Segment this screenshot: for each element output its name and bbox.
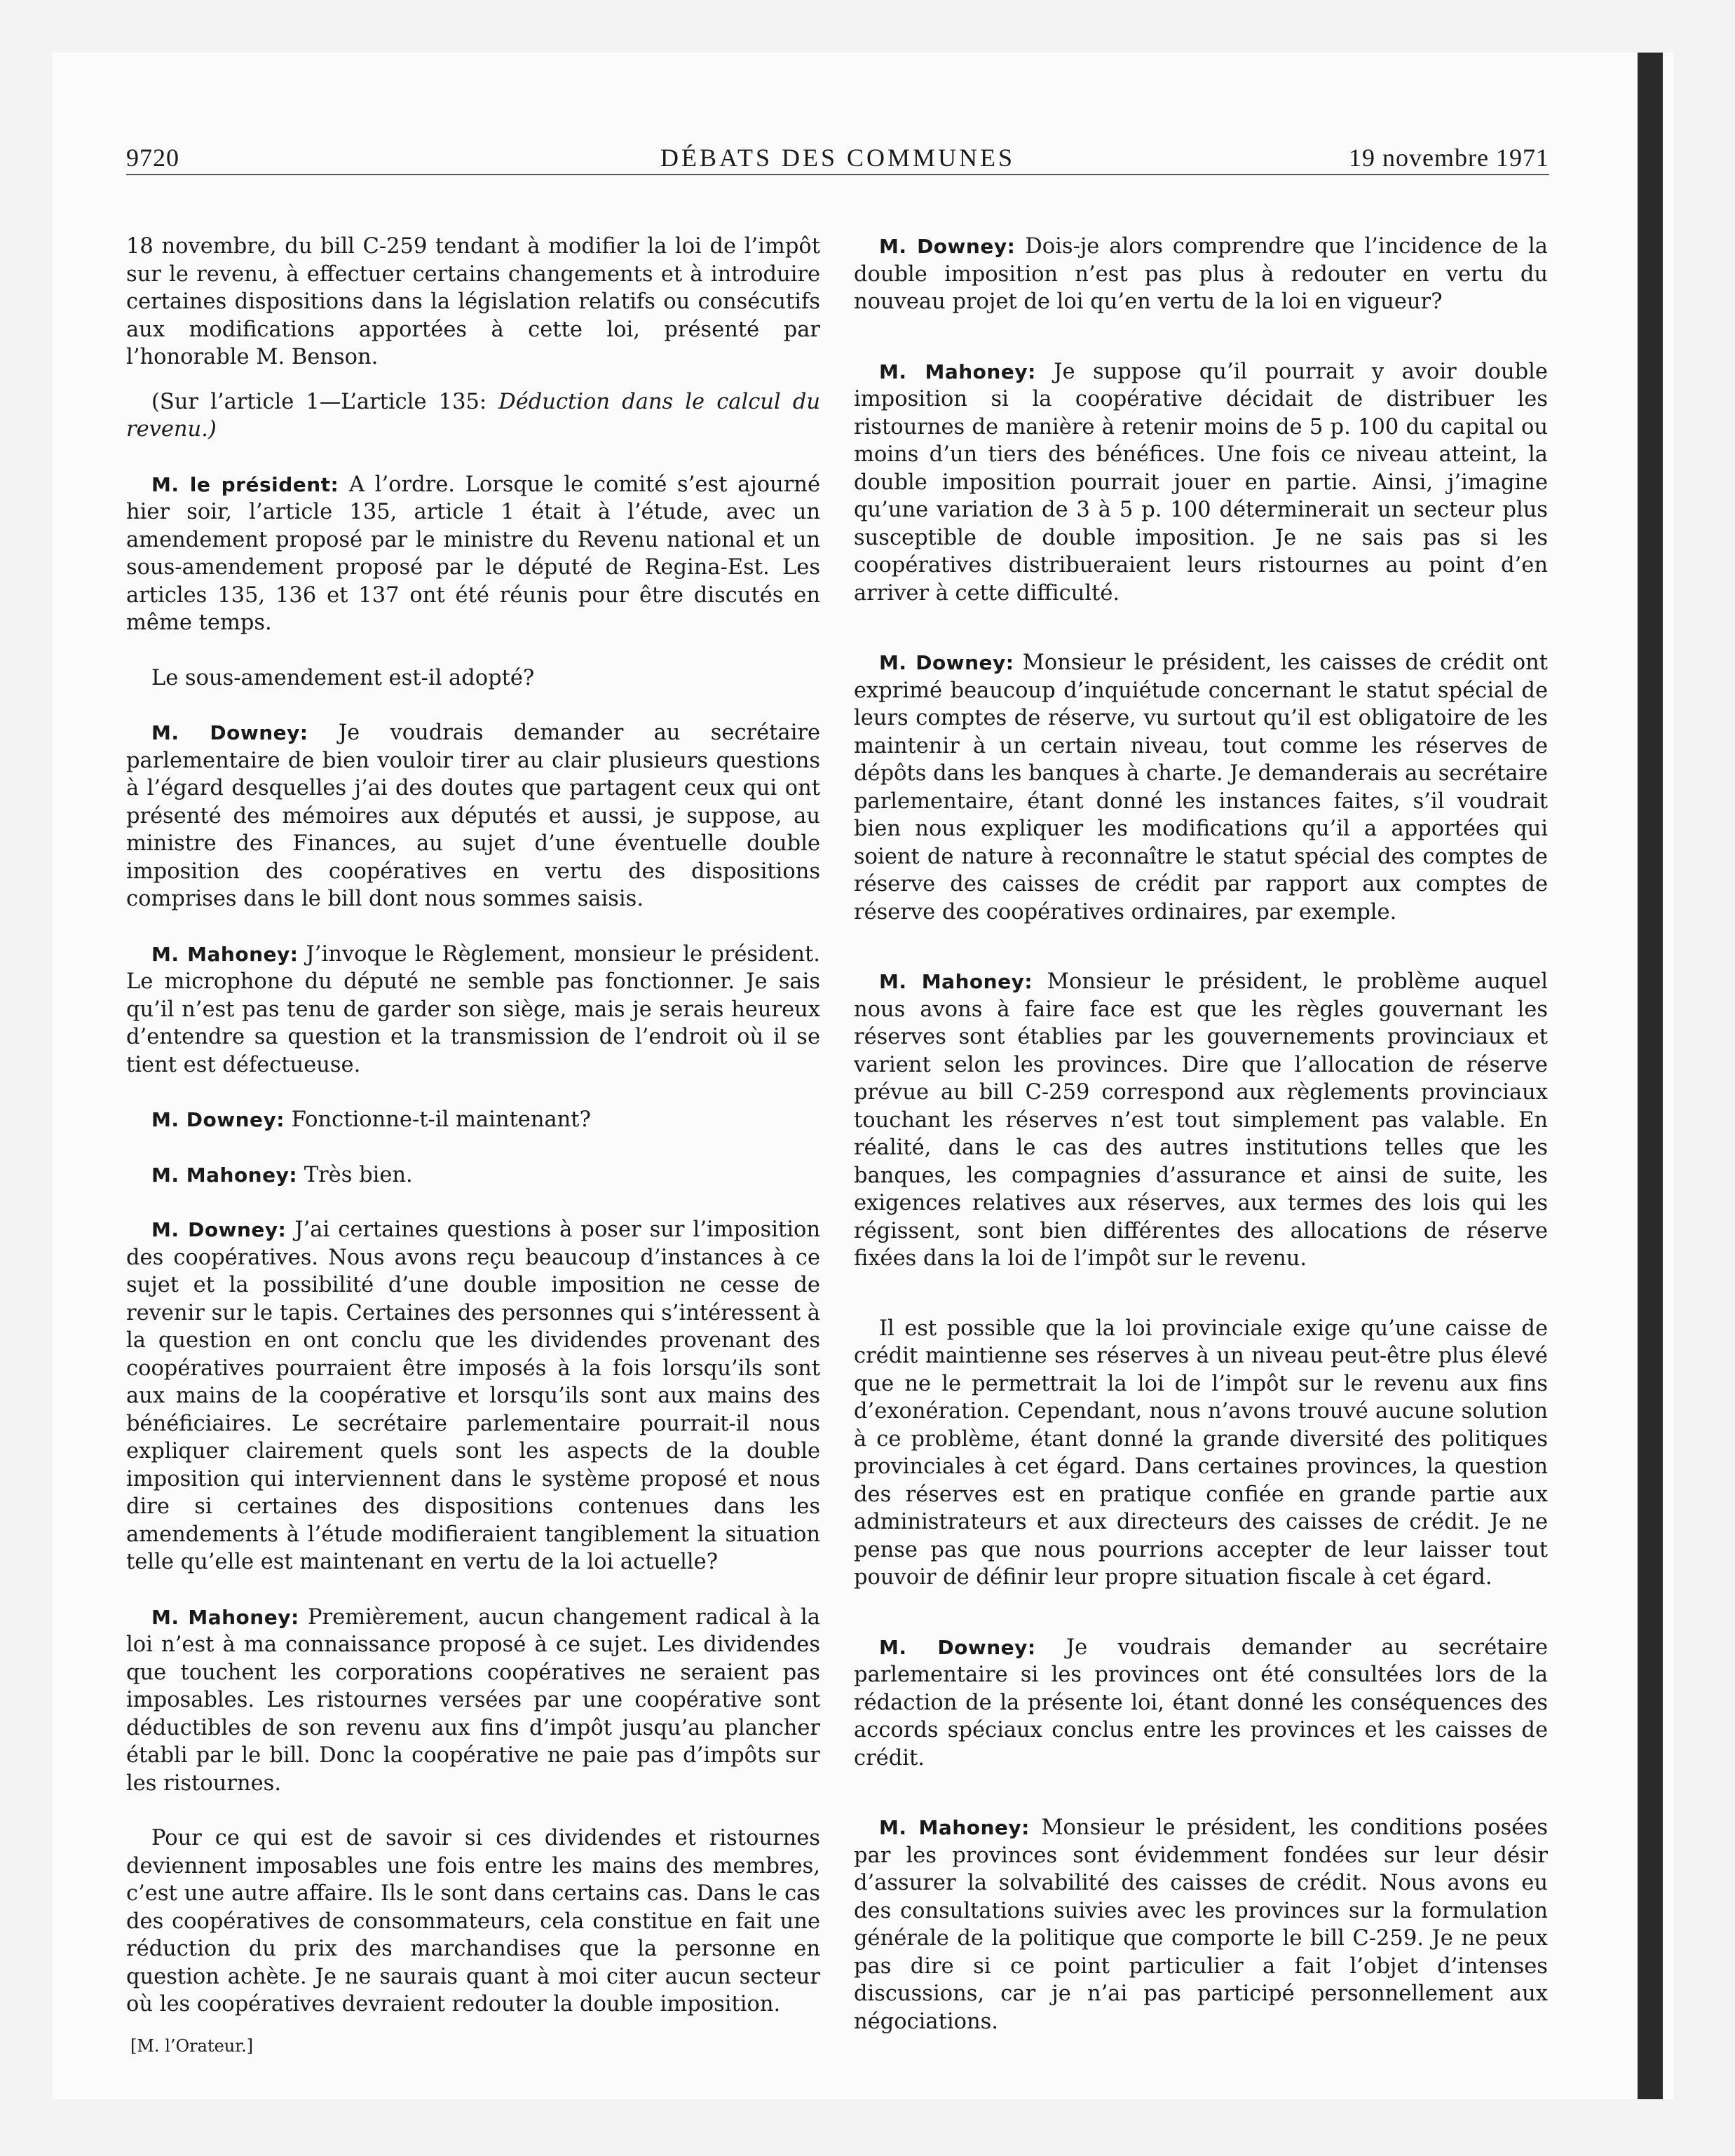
speaker-name: M. le président: — [151, 472, 339, 496]
speaker-name: M. Mahoney: — [879, 1816, 1030, 1839]
speech-paragraph — [854, 968, 1548, 1273]
right-column — [854, 233, 1548, 2063]
speaker-name: M. Mahoney: — [879, 970, 1033, 993]
continuation-paragraph: Il est possible que la loi provinciale exige qu’une caisse de crédit maintienne ses réserves à un niveau peut-être plus élevé que ne le permettrait la loi de l’impôt sur le revenu aux fins d’exonération. Cependant, nous n’avons trouvé aucune solution à ce problème, étant donné la grande diversité des politiques provinciales à cet égard. Dans certaines provinces, la question des réserves est en pratique confiée en grande partie aux administrateurs et aux directeurs des caisses de crédit. Je ne pense pas que nous pourrions accepter de leur laisser tout pouvoir de définir leur propre situation fiscale à cet égard. — [854, 1316, 1548, 1590]
speech-paragraph — [854, 358, 1548, 608]
speech-text: Monsieur le président, les conditions posées par les provinces sont évidemment fondées sur leur désir d’assurer la solvabilité des caisses de crédit. Nous avons eu des consultations suivies avec les provinces sur la formulation générale de la politique que comporte le bill C-259. Je ne peux pas dire si ce point particulier a fait l’objet d’intenses discussions, car je n’ai pas participé personnellement aux négociations. — [854, 1815, 1548, 2034]
bill-intro-paragraph: 18 novembre, du bill C-259 tendant à modifier la loi de l’impôt sur le revenu, à effectuer certains changements et à introduire certaines dispositions dans la législation relatifs ou consécutifs aux modifications apportées à cette loi, présenté par l’honorable M. Benson. — [126, 234, 820, 369]
speech-paragraph — [854, 233, 1548, 316]
article-note-italic: Déduction dans le calcul du revenu.) — [126, 389, 820, 442]
speech-text: Très bien. — [297, 1162, 413, 1187]
continuation-paragraph: Pour ce qui est de savoir si ces dividendes et ristournes deviennent imposables une fois entre les mains des membres, c’est une autre affaire. Ils le sont dans certains cas. Dans le cas des coopératives de consommateurs, cela constitue en fait une réduction du prix des marchandises que la personne en question achète. Je ne saurais quant à moi citer aucun secteur où les coopératives devraient redouter la double imposition. — [126, 1826, 820, 2017]
speech-paragraph — [126, 471, 820, 637]
speech-paragraph — [854, 1814, 1548, 2035]
speech-paragraph — [126, 1106, 820, 1134]
speech-paragraph — [126, 1216, 820, 1576]
speaker-name: M. Downey: — [879, 1635, 1036, 1659]
question-paragraph: Le sous-amendement est-il adopté? — [151, 665, 535, 690]
speech-text: Fonctionne-t-il maintenant? — [284, 1107, 591, 1132]
speech-text: Je voudrais demander au secrétaire parlementaire si les provinces ont été consultées lors de la rédaction de la présente loi, étant donné les conséquences des accords spéciaux conclus entre les provinces et les caisses de crédit. — [854, 1635, 1548, 1770]
publication-title: DÉBATS DES COMMUNES — [660, 144, 1016, 172]
scan-edge-bar — [1638, 53, 1663, 2099]
speech-text: Je voudrais demander au secrétaire parlementaire de bien vouloir tirer au clair plusieurs questions à l’égard desquelles j’ai des doutes que partagent ceux qui ont présenté des mémoires aux députés et aussi, je suppose, au ministre des Finances, au sujet d’une éventuelle double imposition des coopératives en vertu des dispositions comprises dans le bill dont nous sommes saisis. — [126, 721, 820, 911]
speech-text: Monsieur le président, les caisses de crédit ont exprimé beaucoup d’inquiétude concernant le statut spécial de leurs comptes de réserve, vu surtout qu’il est obligatoire de les maintenir à un certain niveau, tout comme les réserves de dépôts dans les banques à charte. Je demanderais au secrétaire parlementaire, étant donné les instances faites, s’il voudrait bien nous expliquer les modifications qu’il a apportées qui soient de nature à reconnaître le statut spécial des comptes de réserve des caisses de crédit par rapport aux comptes de réserve des coopératives ordinaires, par exemple. — [854, 650, 1549, 925]
speech-paragraph — [126, 1604, 820, 1798]
speech-text: Je suppose qu’il pourrait y avoir double imposition si la coopérative décidait de distribuer les ristournes de manière à retenir moins de 5 p. 100 du capital ou moins d’un tiers des bénéfices. Une fois ce niveau atteint, la double imposition pourrait jouer en partie. Ainsi, j’imagine qu’une variation de 3 à 5 p. 100 déterminerait un secteur plus susceptible de double imposition. Je ne sais pas si les coopératives distribueraient leurs ristournes au point d’en arriver à cette difficulté. — [854, 359, 1548, 606]
page-number: 9720 — [126, 144, 179, 172]
speech-text: A l’ordre. Lorsque le comité s’est ajourné hier soir, l’article 135, article 1 était à l’étude, avec un amendement proposé par le ministre du Revenu national et un sous-amendement proposé par le député de Regina-Est. Les articles 135, 136 et 137 ont été réunis pour être discutés en même temps. — [126, 472, 820, 635]
speech-text: Monsieur le président, le problème auquel nous avons à faire face est que les règles gouvernant les réserves sont établies par les gouvernements provinciaux et varient selon les provinces. Dire que l’allocation de réserve prévue au bill C-259 correspond aux règlements provinciaux touchant les réserves n’est tout simplement pas valable. En réalité, dans le cas des autres institutions telles que les banques, les compagnies d’assurance et ainsi de suite, les exigences relatives aux réserves, aux termes des lois qui les régissent, sont bien différentes des allocations de réserve fixées dans la loi de l’impôt sur le revenu. — [854, 969, 1548, 1271]
speech-paragraph — [854, 1634, 1548, 1773]
speech-paragraph — [126, 719, 820, 913]
speaker-name: M. Downey: — [151, 1218, 287, 1241]
speech-paragraph — [854, 649, 1548, 926]
speaker-name: M. Downey: — [151, 721, 308, 744]
left-column — [126, 233, 820, 2056]
speaker-name: M. Mahoney: — [151, 942, 299, 966]
article-note-text: (Sur l’article 1—L’article 135: — [151, 389, 499, 414]
speaker-name: M. Downey: — [151, 1108, 285, 1131]
speech-text: Premièrement, aucun changement radical à la loi n’est à ma connaissance proposé à ce sujet. Les dividendes que touchent les corporations coopératives ne seraient pas imposables. Les ristournes versées par une coopérative sont déductibles de son revenu aux fins d’impôt jusqu’au plancher établi par le bill. Donc la coopérative ne paie pas d’impôts sur les ristournes. — [126, 1604, 820, 1796]
speech-text: J’invoque le Règlement, monsieur le président. Le microphone du député ne semble pas fonctionner. Je sais qu’il n’est pas tenu de garder son siège, mais je serais heureux d’entendre sa question et la transmission de l’endroit où il se tient est défectueuse. — [126, 941, 820, 1077]
speech-text: J’ai certaines questions à poser sur l’imposition des coopératives. Nous avons reçu beaucoup d’instances à ce sujet et la possibilité d’une double imposition ne cesse de revenir sur le tapis. Certaines des personnes qui s’intéressent à la question en ont conclu que les dividendes provenant des coopératives pourraient être imposés à la fois lorsqu’ils sont aux mains de la coopérative et lorsqu’ils sont aux mains des bénéficiaires. Le secrétaire parlementaire pourrait-il nous expliquer clairement quels sont les aspects de la double imposition qui interviennent dans le système proposé et nous dire si certaines des dispositions contenues dans les amendements à l’étude modifieraient tangiblement la situation telle qu’elle est maintenant en vertu de la loi actuelle? — [126, 1217, 820, 1574]
speaker-name: M. Mahoney: — [879, 360, 1036, 383]
speaker-attribution: [M. l’Orateur.] — [130, 2035, 254, 2056]
article-note-paragraph — [126, 388, 820, 444]
speaker-name: M. Downey: — [879, 235, 1016, 258]
speaker-name: M. Mahoney: — [151, 1163, 298, 1187]
speech-paragraph — [126, 1161, 820, 1189]
speech-paragraph — [126, 941, 820, 1079]
speech-text: Dois-je alors comprendre que l’incidence de la double imposition n’est pas plus à redouter en vertu du nouveau projet de loi qu’en vertu de la loi en vigueur? — [854, 234, 1548, 314]
issue-date: 19 novembre 1971 — [1349, 144, 1549, 172]
speaker-name: M. Downey: — [879, 651, 1014, 674]
speaker-name: M. Mahoney: — [151, 1605, 299, 1629]
running-header — [126, 140, 1549, 175]
